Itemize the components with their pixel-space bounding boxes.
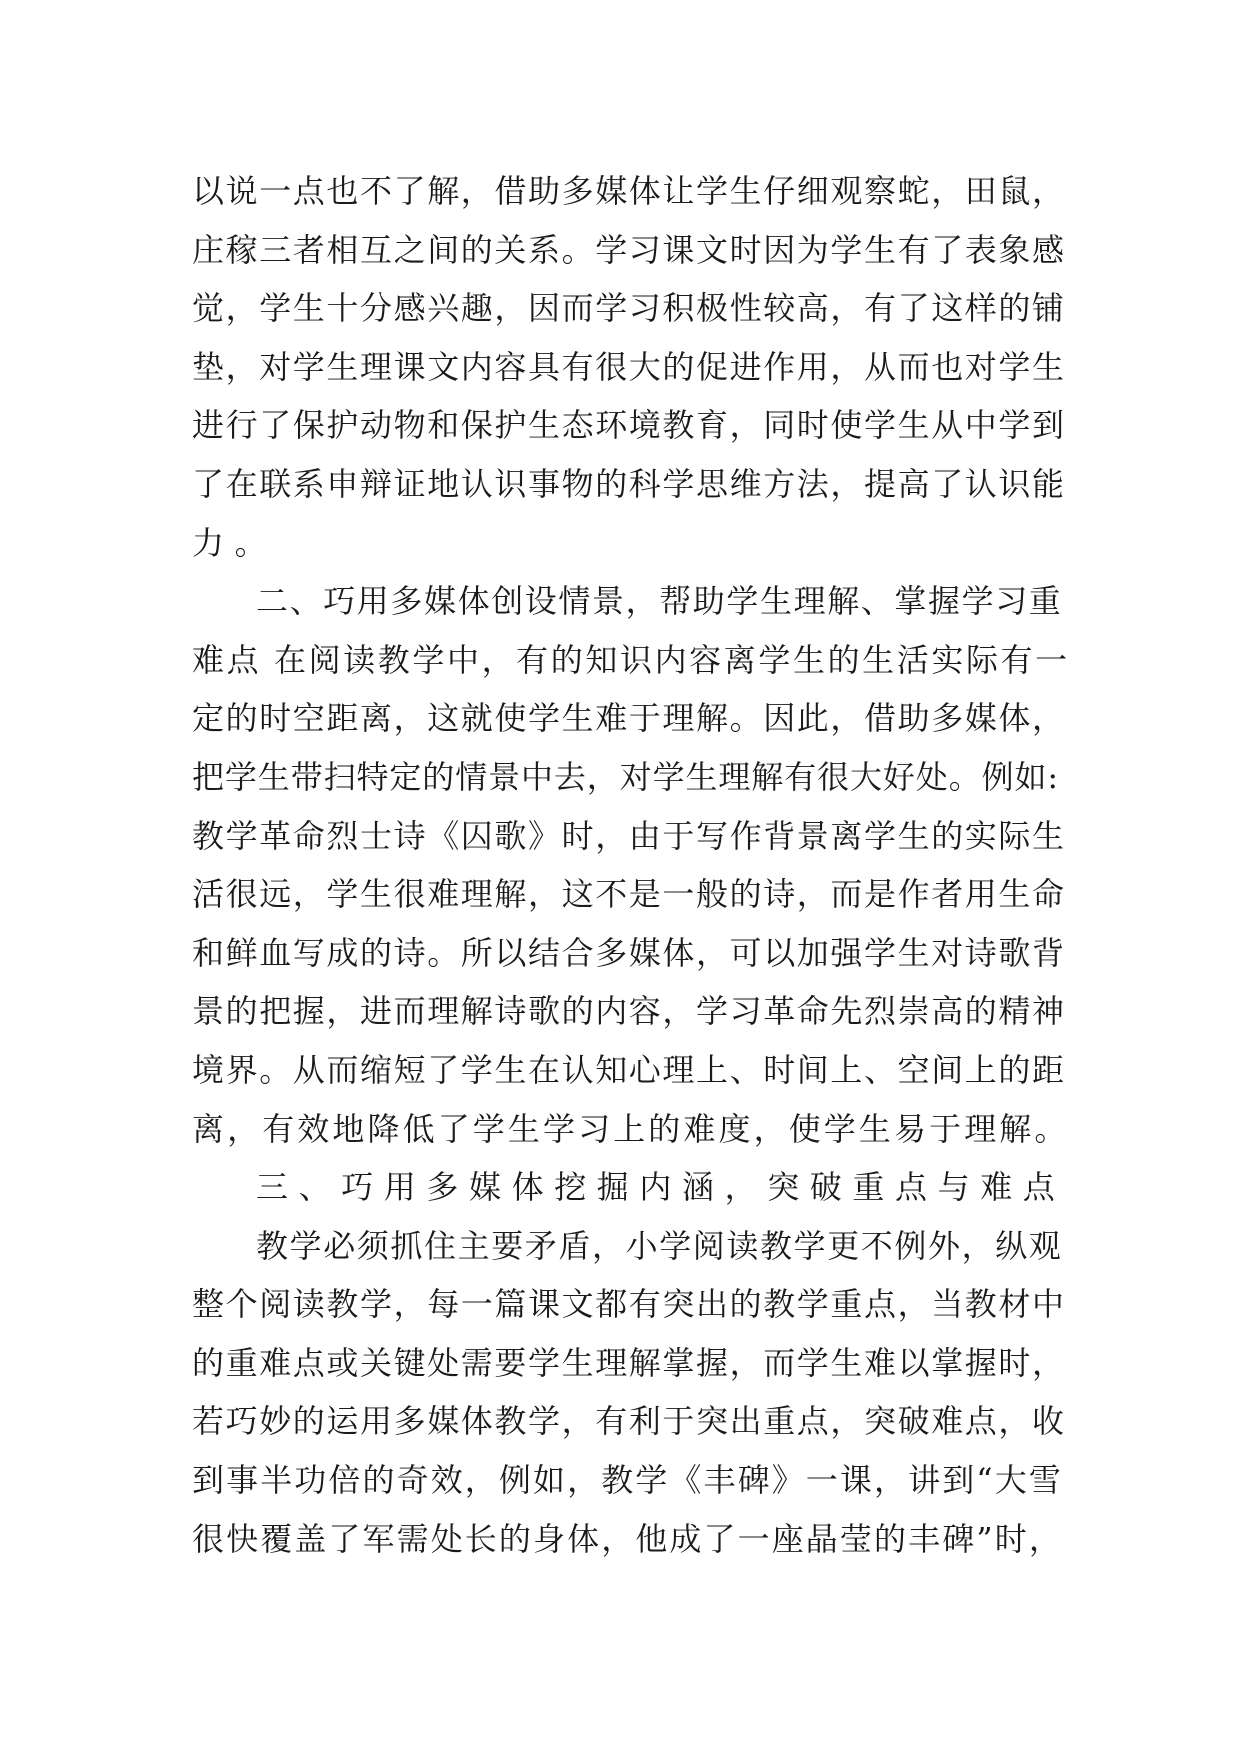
- text-line: 力。: [192, 523, 278, 562]
- text-line: 定的时空距离，这就使学生难于理解。因此，借助多媒体，: [192, 699, 1066, 738]
- body-text: [192, 162, 1072, 1568]
- text-line: 难点 在阅读教学中，有的知识内容离学生的生活实际有一: [192, 640, 1070, 679]
- text-line: 觉，学生十分感兴趣，因而学习积极性较高，有了这样的铺: [192, 289, 1066, 328]
- text-line: 进行了保护动物和保护生态环境教育，同时使学生从中学到: [192, 406, 1066, 445]
- text-line: 活很远，学生很难理解，这不是一般的诗，而是作者用生命: [192, 875, 1066, 914]
- text-line: 把学生带扫特定的情景中去，对学生理解有很大好处。例如:: [192, 757, 1060, 796]
- text-line: 整个阅读教学，每一篇课文都有突出的教学重点，当教材中: [192, 1285, 1066, 1324]
- text-line: 若巧妙的运用多媒体教学，有利于突出重点，突破难点，收: [192, 1402, 1066, 1441]
- section-heading-3: 三、巧用多媒体挖掘内涵，突破重点与难点: [256, 1168, 1066, 1207]
- text-line: 境界。从而缩短了学生在认知心理上、时间上、空间上的距: [192, 1050, 1066, 1089]
- paragraph-start: 教学必须抓住主要矛盾，小学阅读教学更不例外，纵观: [256, 1226, 1063, 1265]
- text-line: 庄稼三者相互之间的关系。学习课文时因为学生有了表象感: [192, 230, 1066, 269]
- text-line: 教学革命烈士诗《囚歌》时，由于写作背景离学生的实际生: [192, 816, 1066, 855]
- text-line: 和鲜血写成的诗。所以结合多媒体，可以加强学生对诗歌背: [192, 933, 1066, 972]
- text-line: 很快覆盖了军需处长的身体，他成了一座晶莹的丰碑”时，: [192, 1519, 1063, 1558]
- text-line: 以说一点也不了解，借助多媒体让学生仔细观察蛇，田鼠，: [192, 172, 1066, 210]
- text-line: 景的把握，进而理解诗歌的内容，学习革命先烈崇高的精神: [192, 992, 1066, 1031]
- text-line: 的重难点或关键处需要学生理解掌握，而学生难以掌握时，: [192, 1343, 1066, 1382]
- text-line: 到事半功倍的奇效，例如，教学《丰碑》一课，讲到“大雪: [192, 1461, 1063, 1500]
- text-line: 离，有效地降低了学生学习上的难度，使学生易于理解。: [192, 1109, 1070, 1148]
- text-line: 垫，对学生理课文内容具有很大的促进作用，从而也对学生: [192, 347, 1066, 386]
- section-heading-2: 二、巧用多媒体创设情景，帮助学生理解、掌握学习重: [256, 582, 1063, 621]
- text-line: 了在联系申辩证地认识事物的科学思维方法，提高了认识能: [192, 464, 1066, 503]
